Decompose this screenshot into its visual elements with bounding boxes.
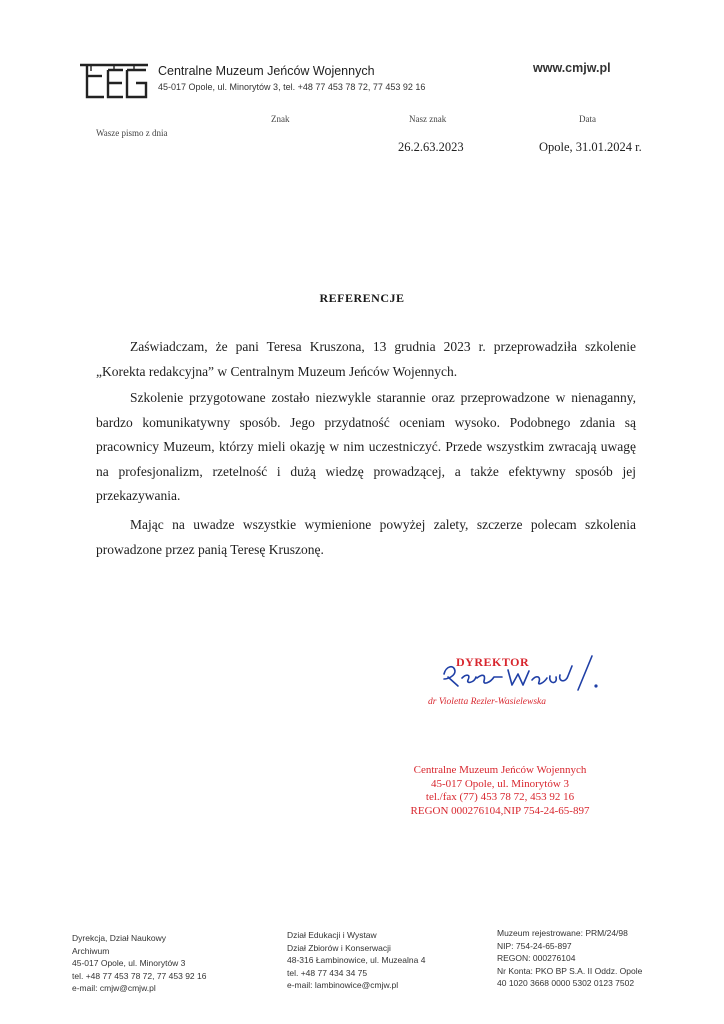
museum-logo xyxy=(78,62,150,100)
stamp-phone: tel./fax (77) 453 78 72, 453 92 16 xyxy=(425,791,575,803)
paragraph-3: Mając na uwadze wszystkie wymienione powyżej zalety, szczerze polecam szkolenia prowadzone przez panią Teresę Kruszonę. xyxy=(96,517,636,557)
org-address: 45-017 Opole, ul. Minorytów 3, tel. +48 77 453 78 72, 77 453 92 16 xyxy=(158,82,426,92)
stamp-title: DYREKTOR xyxy=(456,655,530,669)
footer-line: Muzeum rejestrowane: PRM/24/98 xyxy=(497,928,628,938)
paragraph-1: Zaświadczam, że pani Teresa Kruszona, 13 grudnia 2023 r. przeprowadziła szkolenie „Korekta redakcyjna” w Centralnym Muzeum Jeńców Wojennych. xyxy=(96,339,636,379)
footer-line: Dział Edukacji i Wystaw xyxy=(287,930,377,940)
footer-line: tel. +48 77 453 78 72, 77 453 92 16 xyxy=(72,970,207,981)
signature xyxy=(428,652,608,696)
stamp-org: Centralne Muzeum Jeńców Wojennych xyxy=(413,764,587,776)
institution-stamp xyxy=(380,764,620,818)
footer-col-2 xyxy=(287,929,487,992)
our-sign-value: 26.2.63.2023 xyxy=(398,140,464,154)
document-title: REFERENCJE xyxy=(319,291,405,305)
footer-line: 45-017 Opole, ul. Minorytów 3 xyxy=(72,958,186,968)
director-name: dr Violetta Rezler-Wasielewska xyxy=(428,697,547,707)
footer-email[interactable]: e-mail: cmjw@cmjw.pl xyxy=(72,983,156,993)
org-name: Centralne Muzeum Jeńców Wojennych xyxy=(158,64,375,78)
footer-email[interactable]: e-mail: lambinowice@cmjw.pl xyxy=(287,980,399,990)
footer-line: NIP: 754-24-65-897 xyxy=(497,940,572,951)
stamp-address: 45-017 Opole, ul. Minorytów 3 xyxy=(430,777,570,790)
footer-line: 48-316 Łambinowice, ul. Muzealna 4 xyxy=(287,955,426,965)
footer-line: Nr Konta: PKO BP S.A. II Oddz. Opole xyxy=(497,965,643,976)
footer-line: 40 1020 3668 0000 5302 0123 7502 xyxy=(497,978,635,988)
footer-line: Dyrekcja, Dział Naukowy xyxy=(72,933,166,943)
sign-label: Znak xyxy=(271,114,290,124)
website-link[interactable]: www.cmjw.pl xyxy=(533,61,611,75)
date-value: Opole, 31.01.2024 r. xyxy=(539,140,642,154)
our-sign-label: Nasz znak xyxy=(409,114,447,124)
footer-line: Archiwum xyxy=(72,945,110,956)
stamp-ids: REGON 000276104,NIP 754-24-65-897 xyxy=(410,804,590,817)
footer-line: tel. +48 77 434 34 75 xyxy=(287,967,368,978)
date-label: Data xyxy=(579,114,596,124)
your-letter-label: Wasze pismo z dnia xyxy=(96,128,168,138)
footer-col-3 xyxy=(497,927,697,990)
footer-line: Dział Zbiorów i Konserwacji xyxy=(287,942,391,953)
footer-line: REGON: 000276104 xyxy=(497,953,576,963)
paragraph-2: Szkolenie przygotowane zostało niezwykle starannie oraz przeprowadzone w nienaganny, bardzo komunikatywny sposób. Jego przydatność oceniam wysoko. Podobnego zdania są pracownicy Muzeum, którzy mieli okazję w nim uczestniczyć. Przede wszystkim zwracają uwagę na profesjonalizm, rzetelność i dużą wiedzę prowadzącej, a także efektywny sposób jej przekazywania. xyxy=(96,390,636,503)
footer-col-1 xyxy=(72,932,272,995)
